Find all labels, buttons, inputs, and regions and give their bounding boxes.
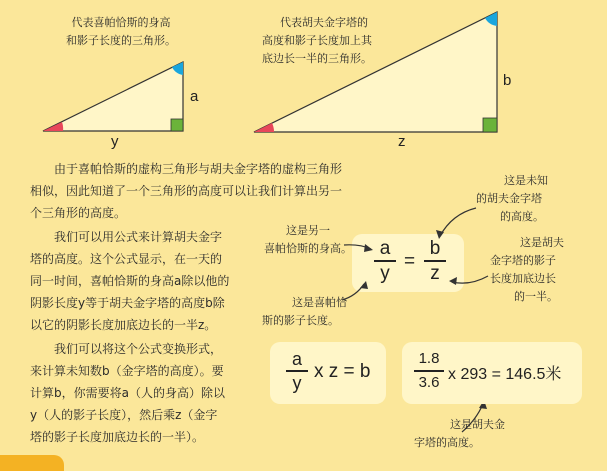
variable-z: z — [430, 263, 440, 284]
note-hipparchus-height: 这是另一 喜帕恰斯的身高。 — [264, 224, 352, 255]
variable-a: a — [379, 238, 391, 259]
triangle2-base-label: z — [398, 133, 406, 150]
variable-y: y — [380, 263, 390, 284]
triangle2-caption: 代表胡夫金字塔的 高度和影子长度加上其 底边长一半的三角形。 — [262, 16, 372, 65]
triangle2-height-label: b — [503, 72, 512, 89]
equation3-rest: x 293 = 146.5米 — [448, 366, 562, 383]
paragraph-formula: 我们可以用公式来计算胡夫金字 塔的高度。这个公式显示，在一天的 同一时间，喜帕恰斯的身高a除以他的 阴影长度y等于胡夫金字塔的高度b除 以它的阴影长度加底边长的一半z。 — [30, 230, 230, 332]
note-pyramid-result: 这是胡夫金 字塔的高度。 — [414, 418, 505, 449]
equals-sign: = — [404, 251, 416, 272]
note-pyramid-height: 这是未知 的胡夫金字塔 的高度。 — [476, 174, 548, 223]
paragraph-similarity: 由于喜帕恰斯的虚构三角形与胡夫金字塔的虚构三角形 相似，因此知道了一个三角形的高度可以让我们计算出另一 个三角形的高度。 — [30, 162, 343, 220]
note-hipparchus-shadow: 这是喜帕恰 斯的影子长度。 — [262, 296, 347, 327]
variable-b: b — [429, 238, 441, 259]
triangle1-caption: 代表喜帕恰斯的身高 和影子长度的三角形。 — [66, 16, 176, 47]
page-number-tab — [0, 455, 64, 471]
note-pyramid-shadow: 这是胡夫 金字塔的影子 长度加底边长 的一半。 — [490, 236, 564, 303]
equation2-rest: x z = b — [314, 361, 371, 382]
equation-box-solve-b: a y x z = b — [270, 342, 386, 404]
triangle1-height-label: a — [190, 88, 199, 105]
triangle1-base-label: y — [111, 133, 119, 150]
equation-box-numeric: 1.8 3.6 x 293 = 146.5米 — [402, 342, 582, 404]
paragraph-rearrange: 我们可以将这个公式变换形式， 来计算未知数b（金字塔的高度）。要 计算b，你需要将a（人的身高）除以 y（人的影子长度），然后乘z（金字 塔的影子长度加底边长的一半）。 — [30, 342, 225, 444]
